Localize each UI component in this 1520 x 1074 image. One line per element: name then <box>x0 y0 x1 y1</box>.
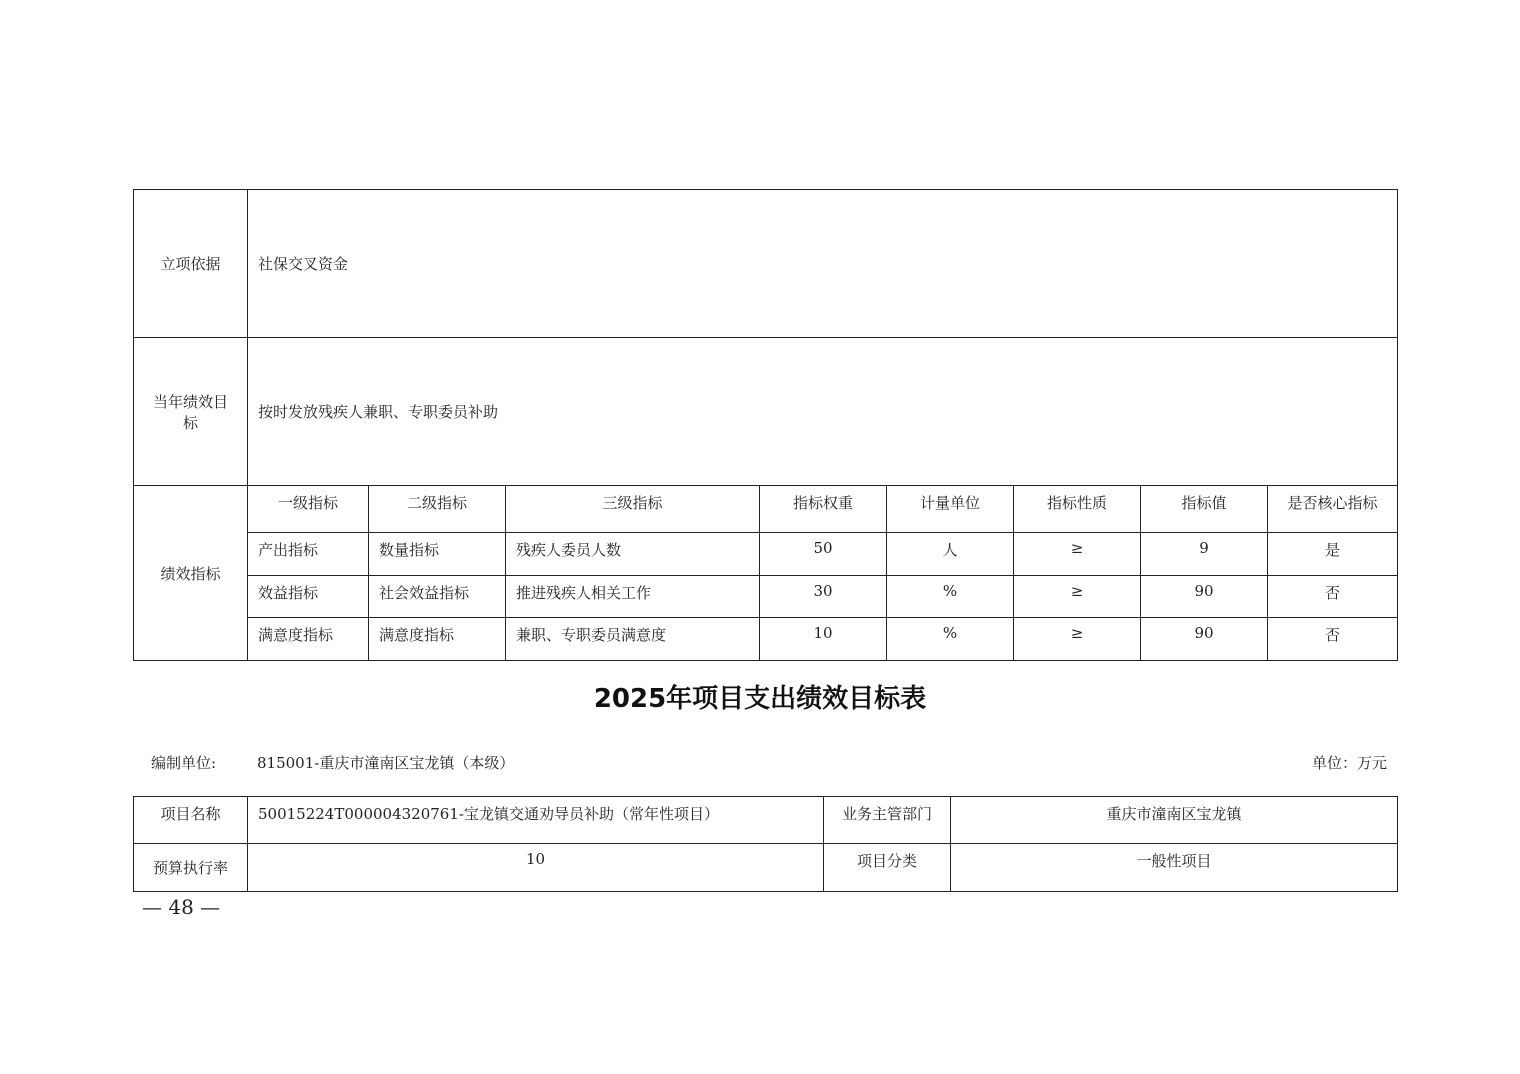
goal-row <box>134 338 1398 486</box>
header-level2: 二级指标 <box>369 486 506 533</box>
project-name-value: 50015224T000004320761-宝龙镇交通劝导员补助（常年性项目） <box>248 797 824 844</box>
budget-row <box>134 844 1398 892</box>
indicator-header-row <box>134 486 1398 533</box>
header-value: 指标值 <box>1141 486 1268 533</box>
header-unit: 计量单位 <box>887 486 1014 533</box>
category-label: 项目分类 <box>824 844 951 892</box>
unit-label: 单位：万元 <box>1311 754 1387 772</box>
row3-value: 90 <box>1141 618 1268 661</box>
org-value: 815001-重庆市潼南区宝龙镇（本级） <box>257 754 515 772</box>
header-level1: 一级指标 <box>248 486 369 533</box>
section-title: 2025年项目支出绩效目标表 <box>593 684 927 714</box>
header-weight: 指标权重 <box>760 486 887 533</box>
row3-unit: % <box>887 618 1014 661</box>
row2-nature: ≥ <box>1014 576 1141 618</box>
table-row <box>134 576 1398 618</box>
row3-level3: 兼职、专职委员满意度 <box>506 618 760 661</box>
row2-level3: 推进残疾人相关工作 <box>506 576 760 618</box>
row1-core: 是 <box>1268 533 1398 576</box>
row3-level1: 满意度指标 <box>248 618 369 661</box>
dept-label: 业务主管部门 <box>824 797 951 844</box>
row2-level1: 效益指标 <box>248 576 369 618</box>
row1-level3: 残疾人委员人数 <box>506 533 760 576</box>
indicator-label: 绩效指标 <box>134 486 248 661</box>
row1-value: 9 <box>1141 533 1268 576</box>
goal-value: 按时发放残疾人兼职、专职委员补助 <box>248 338 1398 486</box>
table-row <box>134 533 1398 576</box>
org-label: 编制单位: <box>151 754 217 772</box>
goal-label: 当年绩效目标 <box>134 338 248 486</box>
rate-label: 预算执行率 <box>134 844 248 892</box>
row1-unit: 人 <box>887 533 1014 576</box>
row1-nature: ≥ <box>1014 533 1141 576</box>
row2-value: 90 <box>1141 576 1268 618</box>
category-value: 一般性项目 <box>951 844 1398 892</box>
project-name-label: 项目名称 <box>134 797 248 844</box>
table-row <box>134 618 1398 661</box>
row1-level1: 产出指标 <box>248 533 369 576</box>
basis-label: 立项依据 <box>134 190 248 338</box>
row3-nature: ≥ <box>1014 618 1141 661</box>
row2-weight: 30 <box>760 576 887 618</box>
row2-level2: 社会效益指标 <box>369 576 506 618</box>
row1-level2: 数量指标 <box>369 533 506 576</box>
row2-core: 否 <box>1268 576 1398 618</box>
row2-unit: % <box>887 576 1014 618</box>
header-level3: 三级指标 <box>506 486 760 533</box>
rate-value: 10 <box>248 844 824 892</box>
header-core: 是否核心指标 <box>1268 486 1398 533</box>
basis-row <box>134 190 1398 338</box>
header-nature: 指标性质 <box>1014 486 1141 533</box>
row3-core: 否 <box>1268 618 1398 661</box>
project-info-table <box>133 796 1398 892</box>
dept-value: 重庆市潼南区宝龙镇 <box>951 797 1398 844</box>
basis-value: 社保交叉资金 <box>248 190 1398 338</box>
performance-table <box>133 189 1398 661</box>
row3-weight: 10 <box>760 618 887 661</box>
page-number: — 48 — <box>142 895 221 919</box>
project-name-row <box>134 797 1398 844</box>
row3-level2: 满意度指标 <box>369 618 506 661</box>
row1-weight: 50 <box>760 533 887 576</box>
